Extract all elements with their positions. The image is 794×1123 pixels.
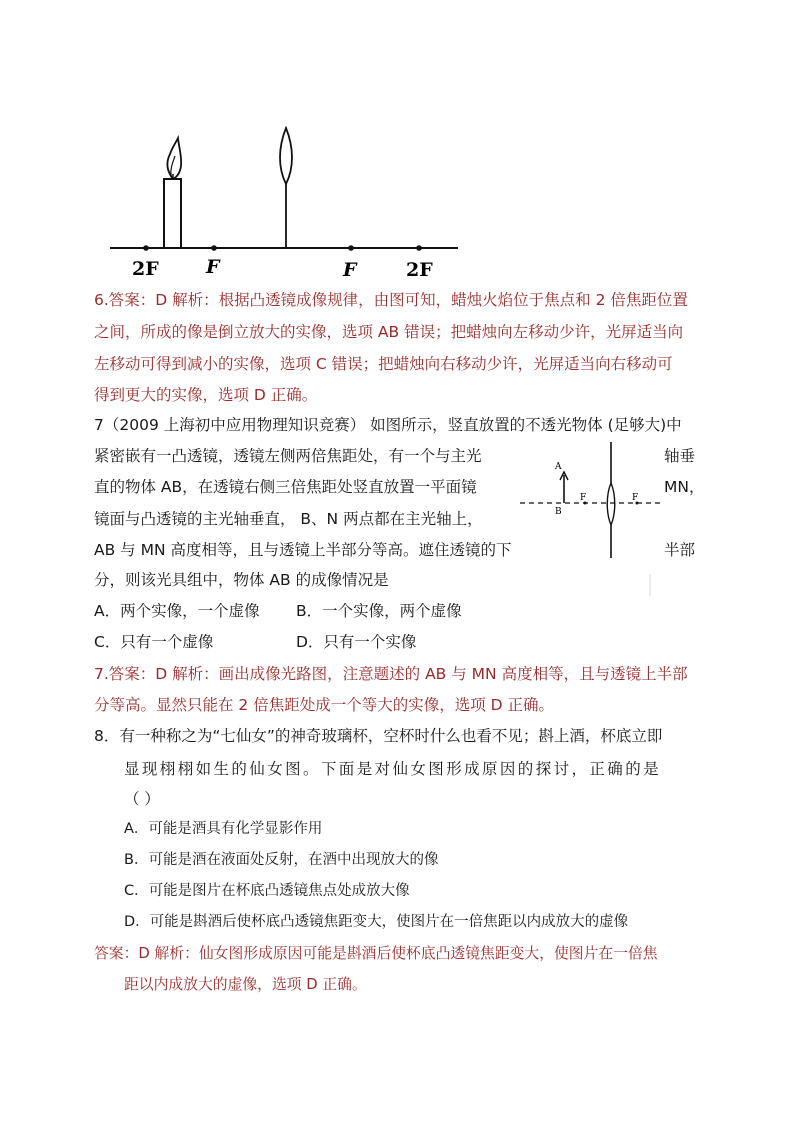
label-a: A — [555, 462, 562, 472]
point-f-left — [211, 245, 217, 251]
q8-line-1: 8．有一种称之为“七仙女”的神奇玻璃杯，空杯时什么也看不见；斟上酒，杯底立即 — [94, 727, 663, 745]
q7-answer-line-1: 7.答案：D 解析：画出成像光路图，注意题述的 AB 与 MN 高度相等，且与透镜上半部 — [94, 665, 688, 683]
q8-option-c: C．可能是图片在杯底凸透镜焦点处成放大像 — [124, 883, 410, 899]
q8-answer-line-1: 答案：D 解析：仙女图形成原因可能是斟酒后使杯底凸透镜焦距变大，使图片在一倍焦 — [94, 945, 658, 962]
q8-option-b: B．可能是酒在液面处反射，在酒中出现放大的像 — [124, 852, 439, 868]
q7-line-6: 分，则该光具组中，物体 AB 的成像情况是 — [94, 571, 389, 589]
q8-option-d: D．可能是斟酒后使杯底凸透镜焦距变大，使图片在一倍焦距以内成放大的虚像 — [124, 914, 629, 930]
convex-lens — [280, 128, 292, 184]
label-f-right: F — [343, 259, 357, 280]
q7-answer-line-2: 分等高。显然只能在 2 倍焦距处成一个等大的实像，选项 D 正确。 — [94, 696, 555, 714]
q6-answer-line-2: 之间，所成的像是倒立放大的实像，选项 AB 错误；把蜡烛向左移动少许，光屏适当向 — [94, 323, 684, 341]
q7-line-5-left: AB 与 MN 高度相等，且与透镜上半部分等高。遮住透镜的下 — [94, 541, 512, 559]
q7-line-3-left: 直的物体 AB，在透镜右侧三倍焦距处竖直放置一平面镜 — [94, 478, 477, 496]
q8-option-a: A．可能是酒具有化学显影作用 — [124, 821, 323, 837]
q8-line-2: 显现栩栩如生的仙女图。下面是对仙女图形成原因的探讨，正确的是 — [124, 760, 662, 778]
q8-blank: （ ） — [124, 790, 160, 808]
q7-option-d: D．只有一个实像 — [296, 633, 417, 651]
point-f-right — [348, 245, 354, 251]
q7-line-2-left: 紧密嵌有一凸透镜，透镜左侧两倍焦距处，有一个与主光 — [94, 447, 482, 465]
candle — [164, 179, 181, 248]
q8-answer-line-2: 距以内成放大的虚像，选项 D 正确。 — [124, 976, 367, 993]
q7-line-2-right: 轴垂 — [664, 447, 696, 465]
lens-axis-figure — [520, 438, 660, 598]
lens-bench-figure — [108, 118, 458, 280]
q7-option-c: C．只有一个虚像 — [94, 633, 214, 651]
q7-line-5-right: 半部 — [664, 541, 696, 559]
label-b: B — [555, 507, 562, 517]
q7-option-a: A．两个实像，一个虚像 — [94, 602, 260, 620]
label-2f-left: 2F — [132, 258, 159, 280]
q7-line-4-left: 镜面与凸透镜的主光轴垂直， B、N 两点都在主光轴上， — [94, 510, 483, 528]
q7-option-b: B．一个实像，两个虚像 — [296, 602, 462, 620]
label-f-1: F — [580, 493, 587, 503]
label-2f-right: 2F — [406, 259, 433, 280]
q6-answer-line-3: 左移动可得到减小的实像，选项 C 错误；把蜡烛向右移动少许，光屏适当向右移动可 — [94, 355, 673, 373]
point-2f-left — [143, 245, 149, 251]
point-2f-right — [416, 245, 422, 251]
embedded-lens — [607, 483, 615, 525]
label-f-left: F — [206, 256, 220, 278]
q7-line-3-right: MN， — [664, 478, 705, 496]
q6-answer-line-1: 6.答案：D 解析：根据凸透镜成像规律，由图可知，蜡烛火焰位于焦点和 2 倍焦距位置 — [94, 291, 688, 309]
label-f-2: F — [632, 493, 639, 503]
q7-line-1: 7（2009 上海初中应用物理知识竞赛） 如图所示，竖直放置的不透光物体 (足够大)中 — [94, 416, 682, 434]
q6-answer-line-4: 得到更大的实像，选项 D 正确。 — [94, 386, 318, 404]
